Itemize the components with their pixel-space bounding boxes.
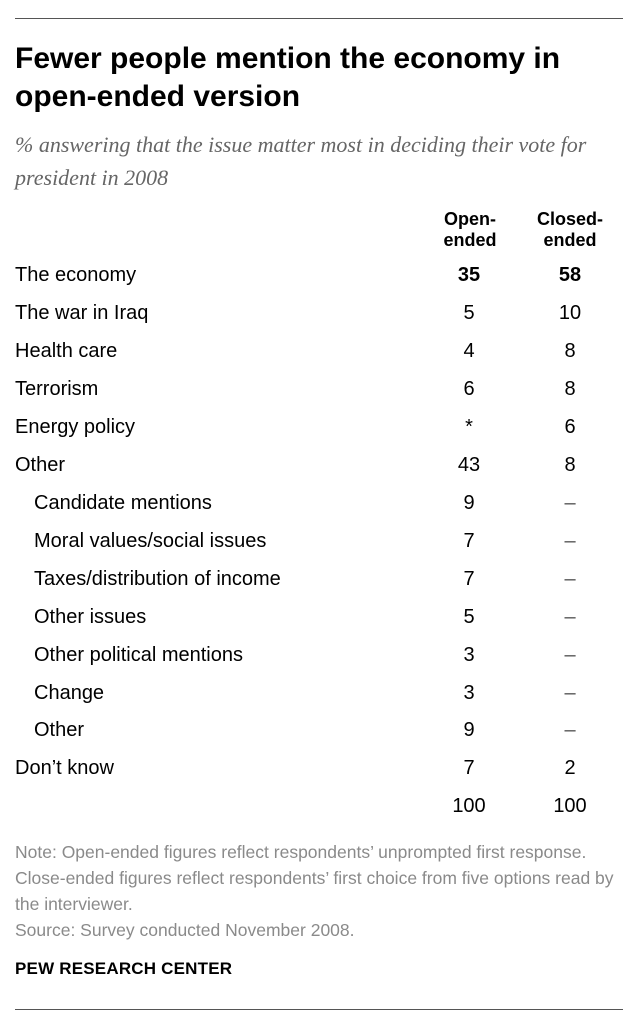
bottom-rule [15, 1009, 623, 1010]
row-label: Don’t know [15, 757, 114, 780]
row-label: The war in Iraq [15, 301, 149, 324]
table-row [0, 522, 631, 560]
table-row [0, 711, 631, 749]
table-row [0, 674, 631, 712]
open-ended-value: 7 [463, 757, 475, 780]
open-ended-value: 7 [463, 529, 475, 552]
row-label: The economy [15, 264, 137, 286]
row-label: Other political mentions [34, 643, 243, 666]
open-ended-value: 7 [463, 567, 475, 590]
open-ended-value: 3 [463, 681, 475, 704]
top-rule [15, 18, 623, 19]
row-label: Other [34, 719, 85, 742]
closed-ended-value: 58 [558, 264, 582, 286]
closed-ended-value: – [564, 491, 576, 514]
row-label: Energy policy [15, 415, 136, 438]
closed-ended-value: 100 [553, 795, 587, 818]
table-row [0, 408, 631, 446]
table-row [0, 446, 631, 484]
row-label: Candidate mentions [34, 491, 212, 514]
table-row [0, 294, 631, 332]
open-ended-value: * [465, 415, 473, 438]
closed-ended-value: 2 [564, 757, 576, 780]
row-label: Other issues [34, 605, 147, 628]
table-row [0, 560, 631, 598]
chart-source: Source: Survey conducted November 2008. [15, 920, 355, 940]
open-ended-value: 6 [463, 377, 475, 400]
chart-note: Note: Open-ended figures reflect respondents’ unprompted first response. Close-ended figures reflect respondents’ first choice from five options read by the interviewer. [15, 842, 614, 914]
table-row [0, 636, 631, 674]
row-label: Other [15, 453, 66, 476]
closed-ended-value: – [564, 681, 576, 704]
open-ended-value: 9 [463, 719, 475, 742]
table-row [0, 256, 631, 294]
row-label: Moral values/social issues [34, 529, 267, 552]
table-row [0, 484, 631, 522]
chart-title: Fewer people mention the economy in open-ended version [15, 42, 561, 113]
open-ended-value: 5 [463, 605, 475, 628]
closed-ended-value: – [564, 605, 576, 628]
closed-ended-value: – [564, 567, 576, 590]
closed-ended-value: – [564, 643, 576, 666]
open-ended-value: 5 [463, 301, 475, 324]
open-ended-value: 100 [452, 795, 486, 818]
row-label: Change [34, 681, 105, 704]
row-label: Taxes/distribution of income [34, 567, 281, 590]
open-ended-value: 35 [457, 264, 481, 286]
table-row [0, 370, 631, 408]
closed-ended-value: – [564, 719, 576, 742]
open-ended-value: 9 [463, 491, 475, 514]
table-row [0, 332, 631, 370]
closed-ended-value: – [564, 529, 576, 552]
closed-ended-value: 6 [564, 415, 576, 438]
total-row [0, 787, 631, 825]
table-row [0, 598, 631, 636]
closed-ended-value: 8 [564, 377, 576, 400]
column-header-closed-ended: Closed- ended [536, 209, 603, 250]
row-label: Health care [15, 339, 118, 362]
table-row [0, 749, 631, 787]
open-ended-value: 43 [457, 453, 481, 476]
chart-subtitle: % answering that the issue matter most in deciding their vote for president in 2008 [15, 132, 587, 190]
closed-ended-value: 8 [564, 453, 576, 476]
closed-ended-value: 10 [558, 301, 582, 324]
closed-ended-value: 8 [564, 339, 576, 362]
column-header-open-ended: Open- ended [443, 209, 497, 250]
open-ended-value: 4 [463, 339, 475, 362]
open-ended-value: 3 [463, 643, 475, 666]
row-label: Terrorism [15, 377, 99, 400]
brand-logo-text: PEW RESEARCH CENTER [15, 959, 233, 978]
